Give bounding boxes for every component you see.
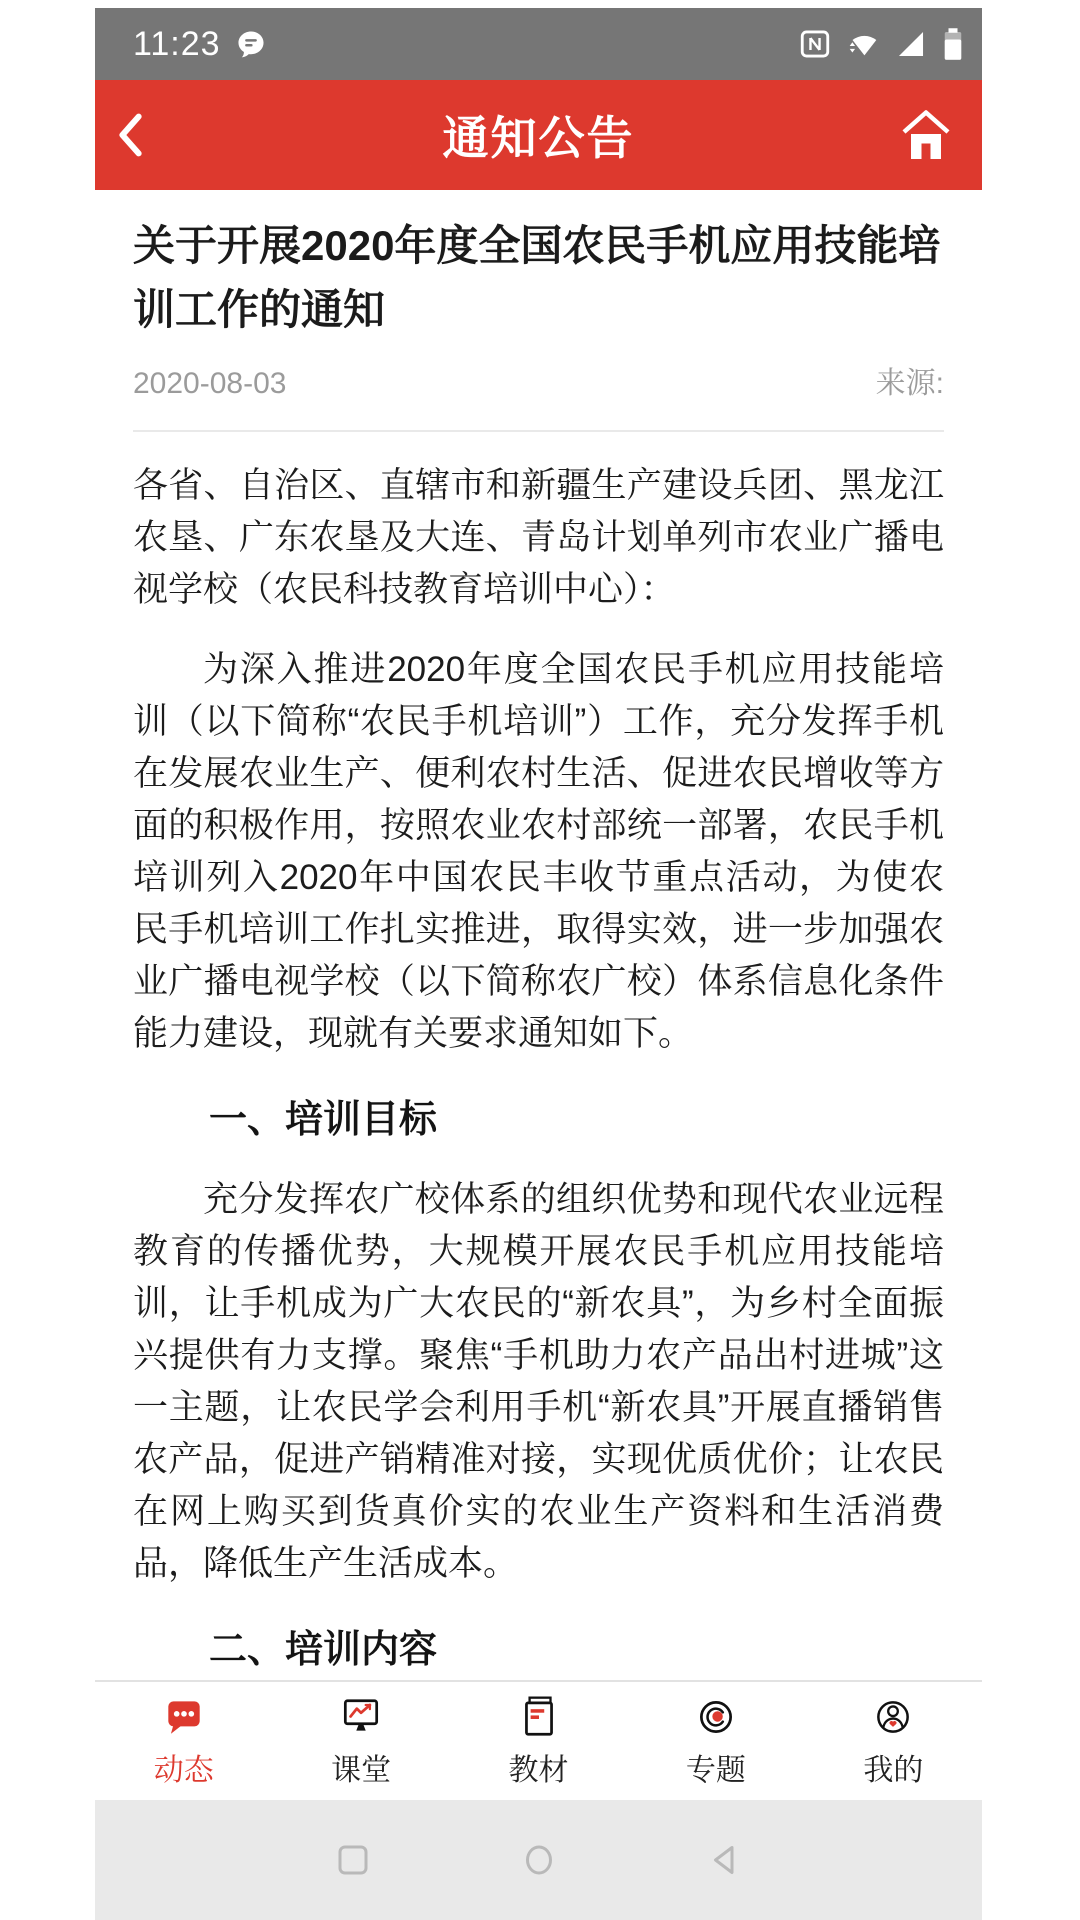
back-triangle-icon [706, 1841, 744, 1879]
bottom-tab-bar [95, 1680, 982, 1800]
battery-icon [940, 26, 966, 62]
app-header [95, 80, 982, 190]
wifi-icon [844, 27, 882, 61]
chat-bubble-icon [161, 1694, 207, 1740]
back-chevron-icon [122, 117, 138, 154]
tab-label: 专题 [685, 1753, 746, 1787]
article-paragraph: 各省、自治区、直辖市和新疆生产建设兵团、黑龙江农垦、广东农垦及大连、青岛计划单列市农业广播电视学校（农民科技教育培训中心）： [133, 466, 944, 609]
android-nav-bar [95, 1800, 982, 1920]
tab-wode[interactable] [805, 1682, 982, 1800]
status-right-icons [798, 26, 966, 62]
signal-icon [894, 27, 928, 61]
home-icon [898, 104, 954, 166]
status-time: 11:23 [133, 24, 221, 63]
tab-label: 课堂 [331, 1753, 392, 1787]
article-paragraph: 充分发挥农广校体系的组织优势和现代农业远程教育的传播优势，大规模开展农民手机应用技能培训，让手机成为广大农民的“新农具”，为乡村全面振兴提供有力支撑。聚焦“手机助力农产品出村进城”这一主题，让农民学会利用手机“新农具”开展直播销售农产品，促进产销精准对接，实现优质优价；让农民在网上购买到货真价实的农业生产资料和生活消费品，降低生产生活成本。 [133, 1180, 944, 1583]
back-button[interactable] [111, 107, 155, 163]
message-icon [235, 28, 267, 60]
article-paragraph: 为深入推进2020年度全国农民手机应用技能培训（以下简称“农民手机培训”）工作，充分发挥手机在发展农业生产、便利农村生活、促进农民增收等方面的积极作用，按照农业农村部统一部署，农民手机培训列入2020年中国农民丰收节重点活动，为使农民手机培训工作扎实推进，取得实效，进一步加强农业广播电视学校（以下简称农广校）体系信息化条件能力建设，现就有关要求通知如下。 [133, 650, 944, 1053]
article-title: 关于开展2020年度全国农民手机应用技能培训工作的通知 [133, 222, 941, 333]
tab-jiaocai[interactable] [450, 1682, 627, 1800]
status-bar [95, 8, 982, 80]
article-meta [133, 358, 944, 432]
section-heading-1: 一、培训目标 [209, 1099, 438, 1141]
article-scroll-area[interactable] [95, 190, 982, 1680]
home-circle-button[interactable] [520, 1841, 558, 1879]
recents-square-button[interactable] [334, 1841, 372, 1879]
home-button[interactable] [898, 104, 954, 166]
article-source-label: 来源: [875, 367, 944, 400]
profile-icon [870, 1694, 916, 1740]
tab-zhuanti[interactable] [627, 1682, 804, 1800]
tab-label: 动态 [153, 1753, 214, 1787]
phone-screen [95, 8, 982, 1920]
back-triangle-button[interactable] [706, 1841, 744, 1879]
monitor-chart-icon [338, 1694, 384, 1740]
target-spiral-icon [693, 1694, 739, 1740]
page-title: 通知公告 [442, 112, 635, 164]
tab-label: 教材 [508, 1753, 569, 1787]
tab-ketang[interactable] [272, 1682, 449, 1800]
article-date: 2020-08-03 [133, 367, 287, 400]
nfc-icon [798, 27, 832, 61]
section-heading-2: 二、培训内容 [209, 1629, 438, 1671]
recents-square-icon [334, 1841, 372, 1879]
tab-dongtai[interactable] [95, 1682, 272, 1800]
home-circle-icon [520, 1841, 558, 1879]
textbook-icon [516, 1694, 562, 1740]
tab-label: 我的 [863, 1753, 924, 1787]
